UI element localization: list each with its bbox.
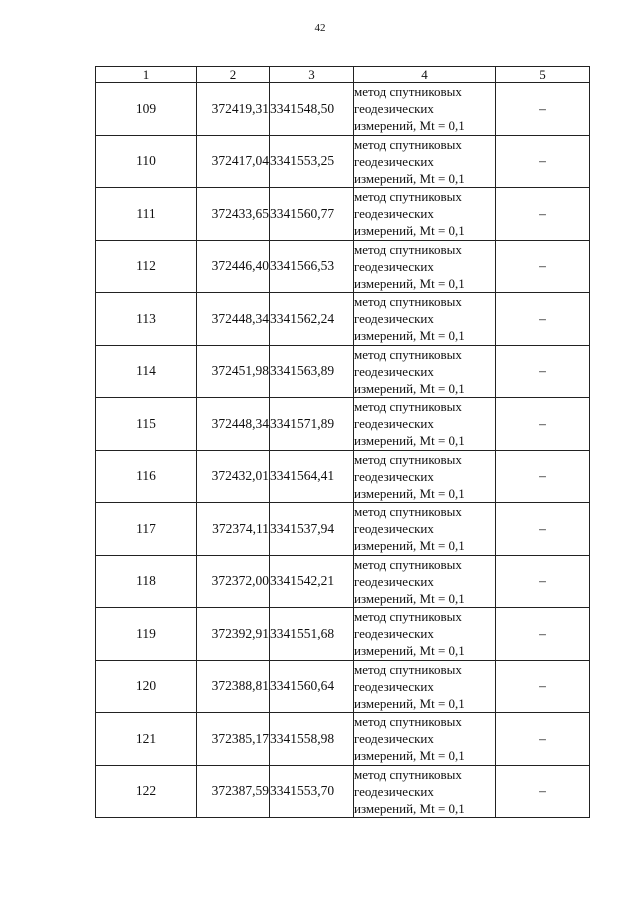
column-header: 4 — [354, 67, 496, 83]
measurement-method — [354, 555, 496, 608]
measurement-method — [354, 713, 496, 766]
method-line: измерений, Mt = 0,1 — [354, 433, 465, 449]
method-line: метод спутниковых — [354, 189, 462, 205]
method-line: метод спутниковых — [354, 609, 462, 625]
method-line: метод спутниковых — [354, 136, 462, 152]
note-dash: – — [496, 450, 590, 503]
column-header: 3 — [270, 67, 354, 83]
table-row — [96, 450, 590, 503]
method-line: геодезических — [354, 311, 434, 327]
note-dash: – — [496, 555, 590, 608]
coordinate-x: 372448,34 — [197, 398, 270, 451]
method-line: геодезических — [354, 731, 434, 747]
coordinate-x: 372433,65 — [197, 188, 270, 241]
method-line: измерений, Mt = 0,1 — [354, 223, 465, 239]
measurement-method — [354, 608, 496, 661]
method-line: измерений, Mt = 0,1 — [354, 170, 465, 186]
note-dash: – — [496, 398, 590, 451]
point-number: 116 — [96, 450, 197, 503]
coordinate-x: 372446,40 — [197, 240, 270, 293]
point-number: 114 — [96, 345, 197, 398]
method-line: измерений, Mt = 0,1 — [354, 800, 465, 816]
note-dash: – — [496, 188, 590, 241]
table-row — [96, 503, 590, 556]
column-header: 1 — [96, 67, 197, 83]
coordinate-x: 372417,04 — [197, 135, 270, 188]
coordinate-x: 372419,31 — [197, 83, 270, 136]
coordinate-x: 372372,00 — [197, 555, 270, 608]
method-line: метод спутниковых — [354, 84, 462, 100]
measurement-method — [354, 765, 496, 818]
method-line: геодезических — [354, 258, 434, 274]
point-number: 118 — [96, 555, 197, 608]
point-number: 120 — [96, 660, 197, 713]
coordinate-y: 3341560,77 — [270, 188, 354, 241]
point-number: 113 — [96, 293, 197, 346]
note-dash: – — [496, 765, 590, 818]
point-number: 121 — [96, 713, 197, 766]
method-line: измерений, Mt = 0,1 — [354, 275, 465, 291]
coordinate-x: 372432,01 — [197, 450, 270, 503]
method-line: геодезических — [354, 101, 434, 117]
table-row — [96, 608, 590, 661]
coordinate-y: 3341562,24 — [270, 293, 354, 346]
table-row — [96, 83, 590, 136]
coordinate-y: 3341551,68 — [270, 608, 354, 661]
coordinate-x: 372374,11 — [197, 503, 270, 556]
measurement-method — [354, 240, 496, 293]
table-row — [96, 188, 590, 241]
method-line: метод спутниковых — [354, 241, 462, 257]
method-line: измерений, Mt = 0,1 — [354, 538, 465, 554]
page-number: 42 — [314, 22, 326, 34]
note-dash: – — [496, 503, 590, 556]
method-line: метод спутниковых — [354, 504, 462, 520]
measurement-method — [354, 503, 496, 556]
method-line: геодезических — [354, 468, 434, 484]
table-row — [96, 345, 590, 398]
method-line: измерений, Mt = 0,1 — [354, 643, 465, 659]
point-number: 119 — [96, 608, 197, 661]
measurement-method — [354, 398, 496, 451]
measurement-method — [354, 660, 496, 713]
method-line: метод спутниковых — [354, 399, 462, 415]
method-line: измерений, Mt = 0,1 — [354, 485, 465, 501]
coordinate-y: 3341548,50 — [270, 83, 354, 136]
coordinate-y: 3341563,89 — [270, 345, 354, 398]
coordinate-y: 3341566,53 — [270, 240, 354, 293]
note-dash: – — [496, 660, 590, 713]
point-number: 110 — [96, 135, 197, 188]
method-line: измерений, Mt = 0,1 — [354, 695, 465, 711]
method-line: геодезических — [354, 626, 434, 642]
measurement-method — [354, 345, 496, 398]
coordinate-y: 3341564,41 — [270, 450, 354, 503]
method-line: геодезических — [354, 363, 434, 379]
point-number: 117 — [96, 503, 197, 556]
method-line: геодезических — [354, 678, 434, 694]
method-line: геодезических — [354, 206, 434, 222]
coordinate-y: 3341537,94 — [270, 503, 354, 556]
method-line: измерений, Mt = 0,1 — [354, 328, 465, 344]
coordinate-x: 372387,59 — [197, 765, 270, 818]
point-number: 109 — [96, 83, 197, 136]
measurement-method — [354, 135, 496, 188]
table-row — [96, 765, 590, 818]
point-number: 111 — [96, 188, 197, 241]
measurement-method — [354, 83, 496, 136]
table-row — [96, 398, 590, 451]
coordinate-x: 372392,91 — [197, 608, 270, 661]
table-row — [96, 555, 590, 608]
method-line: метод спутниковых — [354, 451, 462, 467]
method-line: метод спутниковых — [354, 714, 462, 730]
coordinate-y: 3341558,98 — [270, 713, 354, 766]
column-header: 2 — [197, 67, 270, 83]
method-line: геодезических — [354, 416, 434, 432]
point-number: 112 — [96, 240, 197, 293]
coordinate-y: 3341560,64 — [270, 660, 354, 713]
method-line: измерений, Mt = 0,1 — [354, 590, 465, 606]
measurement-method — [354, 450, 496, 503]
coordinate-x: 372448,34 — [197, 293, 270, 346]
coordinate-y: 3341542,21 — [270, 555, 354, 608]
coordinate-x: 372388,81 — [197, 660, 270, 713]
note-dash: – — [496, 713, 590, 766]
note-dash: – — [496, 345, 590, 398]
method-line: метод спутниковых — [354, 294, 462, 310]
method-line: геодезических — [354, 153, 434, 169]
method-line: геодезических — [354, 783, 434, 799]
method-line: метод спутниковых — [354, 346, 462, 362]
point-number: 122 — [96, 765, 197, 818]
table-row — [96, 293, 590, 346]
note-dash: – — [496, 135, 590, 188]
method-line: метод спутниковых — [354, 556, 462, 572]
coordinate-x: 372451,98 — [197, 345, 270, 398]
column-header: 5 — [496, 67, 590, 83]
method-line: геодезических — [354, 521, 434, 537]
method-line: геодезических — [354, 573, 434, 589]
table-row — [96, 713, 590, 766]
point-number: 115 — [96, 398, 197, 451]
method-line: метод спутниковых — [354, 766, 462, 782]
coordinate-x: 372385,17 — [197, 713, 270, 766]
method-line: измерений, Mt = 0,1 — [354, 748, 465, 764]
measurement-method — [354, 188, 496, 241]
note-dash: – — [496, 240, 590, 293]
method-line: измерений, Mt = 0,1 — [354, 118, 465, 134]
table-row — [96, 660, 590, 713]
note-dash: – — [496, 293, 590, 346]
coordinates-table — [95, 66, 590, 818]
table-row — [96, 135, 590, 188]
coordinate-y: 3341553,25 — [270, 135, 354, 188]
table-header-row — [96, 67, 590, 83]
method-line: метод спутниковых — [354, 661, 462, 677]
coordinate-y: 3341553,70 — [270, 765, 354, 818]
method-line: измерений, Mt = 0,1 — [354, 380, 465, 396]
table-row — [96, 240, 590, 293]
coordinate-y: 3341571,89 — [270, 398, 354, 451]
measurement-method — [354, 293, 496, 346]
note-dash: – — [496, 608, 590, 661]
note-dash: – — [496, 83, 590, 136]
